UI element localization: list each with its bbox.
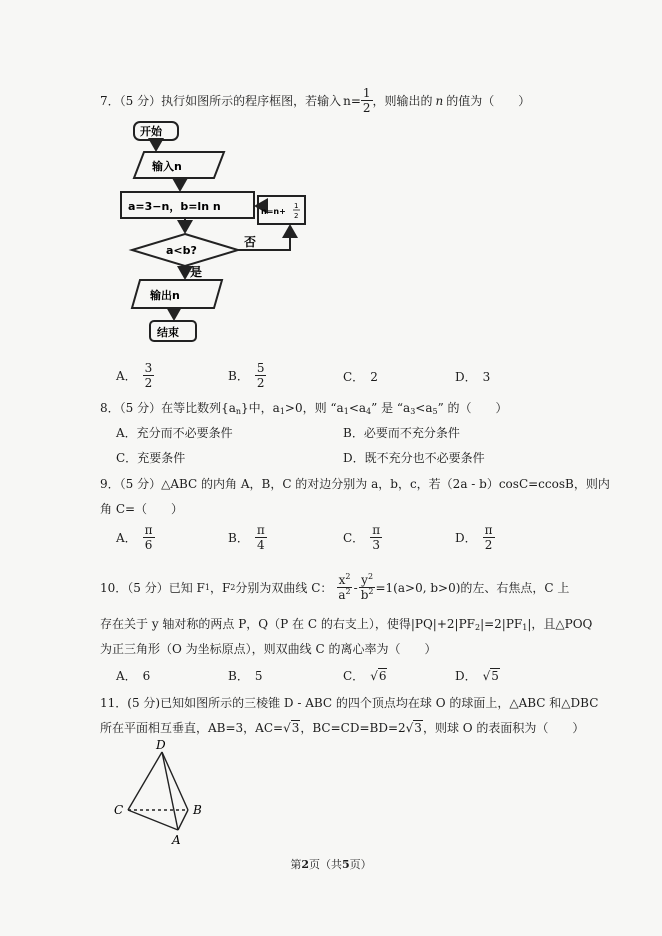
flow-end-text: 结束 bbox=[157, 326, 179, 339]
q7-option-b[interactable]: B． $\frac{5}{2}$ bbox=[228, 361, 265, 390]
flow-start-text: 开始 bbox=[140, 125, 162, 138]
q10-option-c[interactable]: C． √6 bbox=[343, 669, 387, 683]
q9-option-c[interactable]: C． $\frac{\pi}{3}$ bbox=[343, 523, 381, 552]
q7-stem: 7．（5 分）执行如图所示的程序框图，若输入 n= $\frac{1}{2}$ ，则输出的 n 的值为（ ） bbox=[100, 86, 531, 115]
q10-stem-line1: 10．（5 分）已知 F 1 ，F 2 分别为双曲线 C： $\frac{x^2}{a^2}$ - $\frac{y^2}{b^2}$ =1(a>0, b>0)的左、右焦点，C 上 bbox=[100, 572, 570, 602]
flow-update-text: n=n+ bbox=[261, 207, 286, 216]
q8-option-d[interactable]: D．既不充分也不必要条件 bbox=[343, 451, 485, 465]
flow-input-text: 输入n bbox=[152, 160, 182, 173]
vertex-label-a: A bbox=[172, 833, 181, 847]
svg-text:2: 2 bbox=[294, 212, 299, 220]
q10-stem-line3: 为正三角形（O 为坐标原点），则双曲线 C 的离心率为（ ） bbox=[100, 642, 437, 656]
q7-option-d[interactable]: D． 3 bbox=[455, 369, 491, 384]
vertex-label-b: B bbox=[193, 803, 202, 817]
q11-stem-line2: 所在平面相互垂直，AB=3，AC=√3，BC=CD=BD=2√3，则球 O 的表面积为（ ） bbox=[100, 721, 585, 735]
q10-option-b[interactable]: B． 5 bbox=[228, 669, 263, 683]
q8-option-a[interactable]: A．充分而不必要条件 bbox=[116, 426, 233, 440]
q8-option-b[interactable]: B．必要而不充分条件 bbox=[343, 426, 460, 440]
flow-output-text: 输出n bbox=[150, 289, 180, 302]
svg-text:1: 1 bbox=[294, 202, 299, 210]
q9-stem-line1: 9．（5 分）△ABC 的内角 A，B，C 的对边分别为 a，b，c，若（2a - b）cosC=ccosB，则内 bbox=[100, 477, 610, 491]
vertex-label-d: D bbox=[156, 738, 166, 752]
q7-option-a[interactable]: A． $\frac{3}{2}$ bbox=[116, 361, 153, 390]
q10-option-d[interactable]: D． √5 bbox=[455, 669, 499, 683]
q9-option-d[interactable]: D． $\frac{\pi}{2}$ bbox=[455, 523, 493, 552]
q10-stem-line2: 存在关于 y 轴对称的两点 P，Q（P 在 C 的右支上），使得$|PQ|+2|PF_2|=2|PF_1|$，且△POQ bbox=[100, 617, 593, 632]
vertex-label-c: C bbox=[114, 803, 124, 817]
flow-yes-label: 是 bbox=[190, 265, 203, 279]
flow-no-label: 否 bbox=[244, 235, 257, 249]
q7-option-c[interactable]: C． 2 bbox=[343, 369, 378, 384]
q9-option-b[interactable]: B． $\frac{\pi}{4}$ bbox=[228, 523, 265, 552]
q10-option-a[interactable]: A． 6 bbox=[116, 669, 151, 683]
q9-option-a[interactable]: A． $\frac{\pi}{6}$ bbox=[116, 523, 153, 552]
q7-flowchart bbox=[110, 118, 320, 350]
q8-option-c[interactable]: C．充要条件 bbox=[116, 451, 186, 465]
q9-stem-line2: 角 C=（ ） bbox=[100, 502, 184, 516]
page-footer: 第2页（共5页） bbox=[290, 858, 372, 871]
q8-stem: 8．（5 分）在等比数列$\{a_n\}$中，$a_1>0$，则 “$a_1<a_4$” 是 “$a_3<a_5$” 的（ ） bbox=[100, 401, 508, 416]
q11-stem-line1: 11．(5 分)已知如图所示的三棱锥 D - ABC 的四个顶点均在球 O 的球面上，△ABC 和△DBC bbox=[100, 696, 599, 710]
flow-cond-text: a<b? bbox=[166, 244, 197, 257]
q11-tetrahedron-figure bbox=[110, 738, 220, 850]
flow-assign-text: a=3−n，b=ln n bbox=[128, 200, 221, 213]
